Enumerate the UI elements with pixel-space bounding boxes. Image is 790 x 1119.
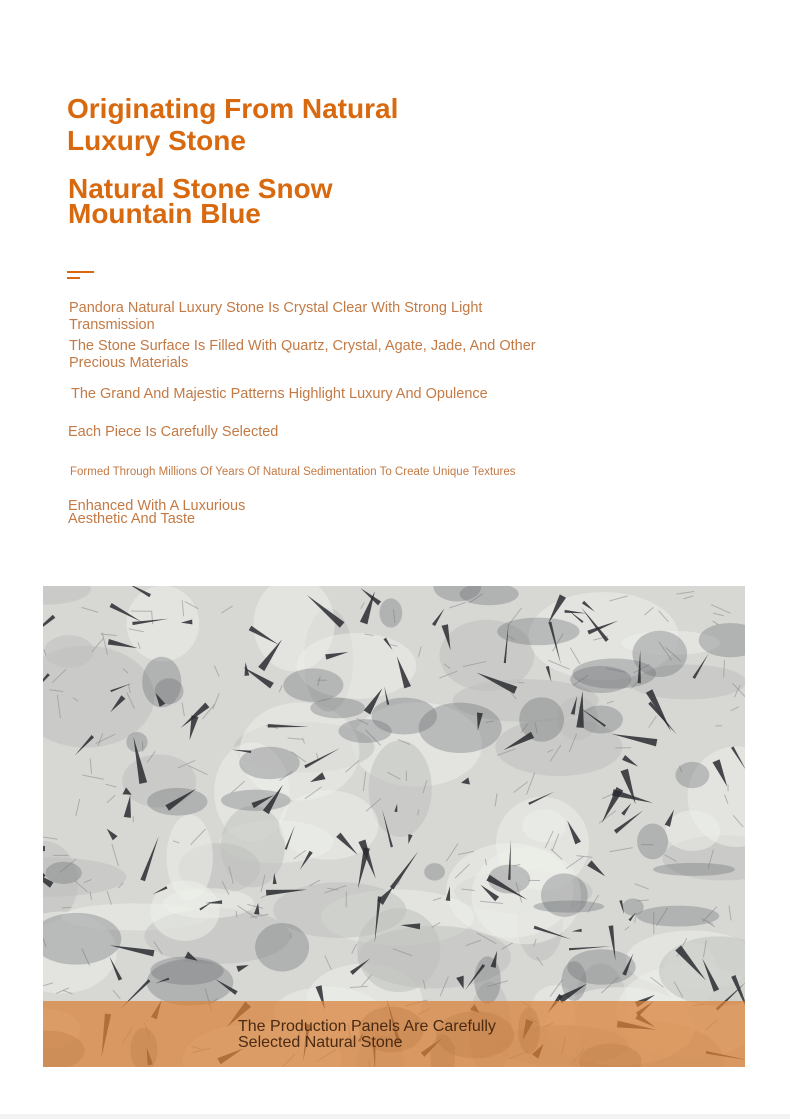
stone-slab-photo — [43, 586, 745, 1067]
heading-product-name: Natural Stone Snow Mountain Blue — [68, 173, 333, 229]
feature-carefully-selected: Each Piece Is Carefully Selected — [68, 424, 279, 440]
heading-origin: Originating From Natural Luxury Stone — [67, 93, 399, 156]
photo-caption: The Production Panels Are Carefully Selected Natural Stone — [238, 1018, 496, 1051]
heading-divider-icon — [67, 271, 95, 283]
feature-luxurious-aesthetic: Enhanced With A Luxurious Aesthetic And Taste — [68, 498, 246, 527]
stone-texture-image — [43, 586, 745, 1067]
feature-precious-materials: The Stone Surface Is Filled With Quartz, Crystal, Agate, Jade, And Other Precious Materials — [69, 338, 536, 371]
feature-light-transmission: Pandora Natural Luxury Stone Is Crystal Clear With Strong Light Transmission — [69, 300, 483, 333]
feature-majestic-patterns: The Grand And Majestic Patterns Highlight Luxury And Opulence — [71, 386, 488, 402]
feature-natural-sedimentation: Formed Through Millions Of Years Of Natural Sedimentation To Create Unique Textures — [70, 466, 516, 478]
page-bottom-rule — [0, 1114, 790, 1119]
